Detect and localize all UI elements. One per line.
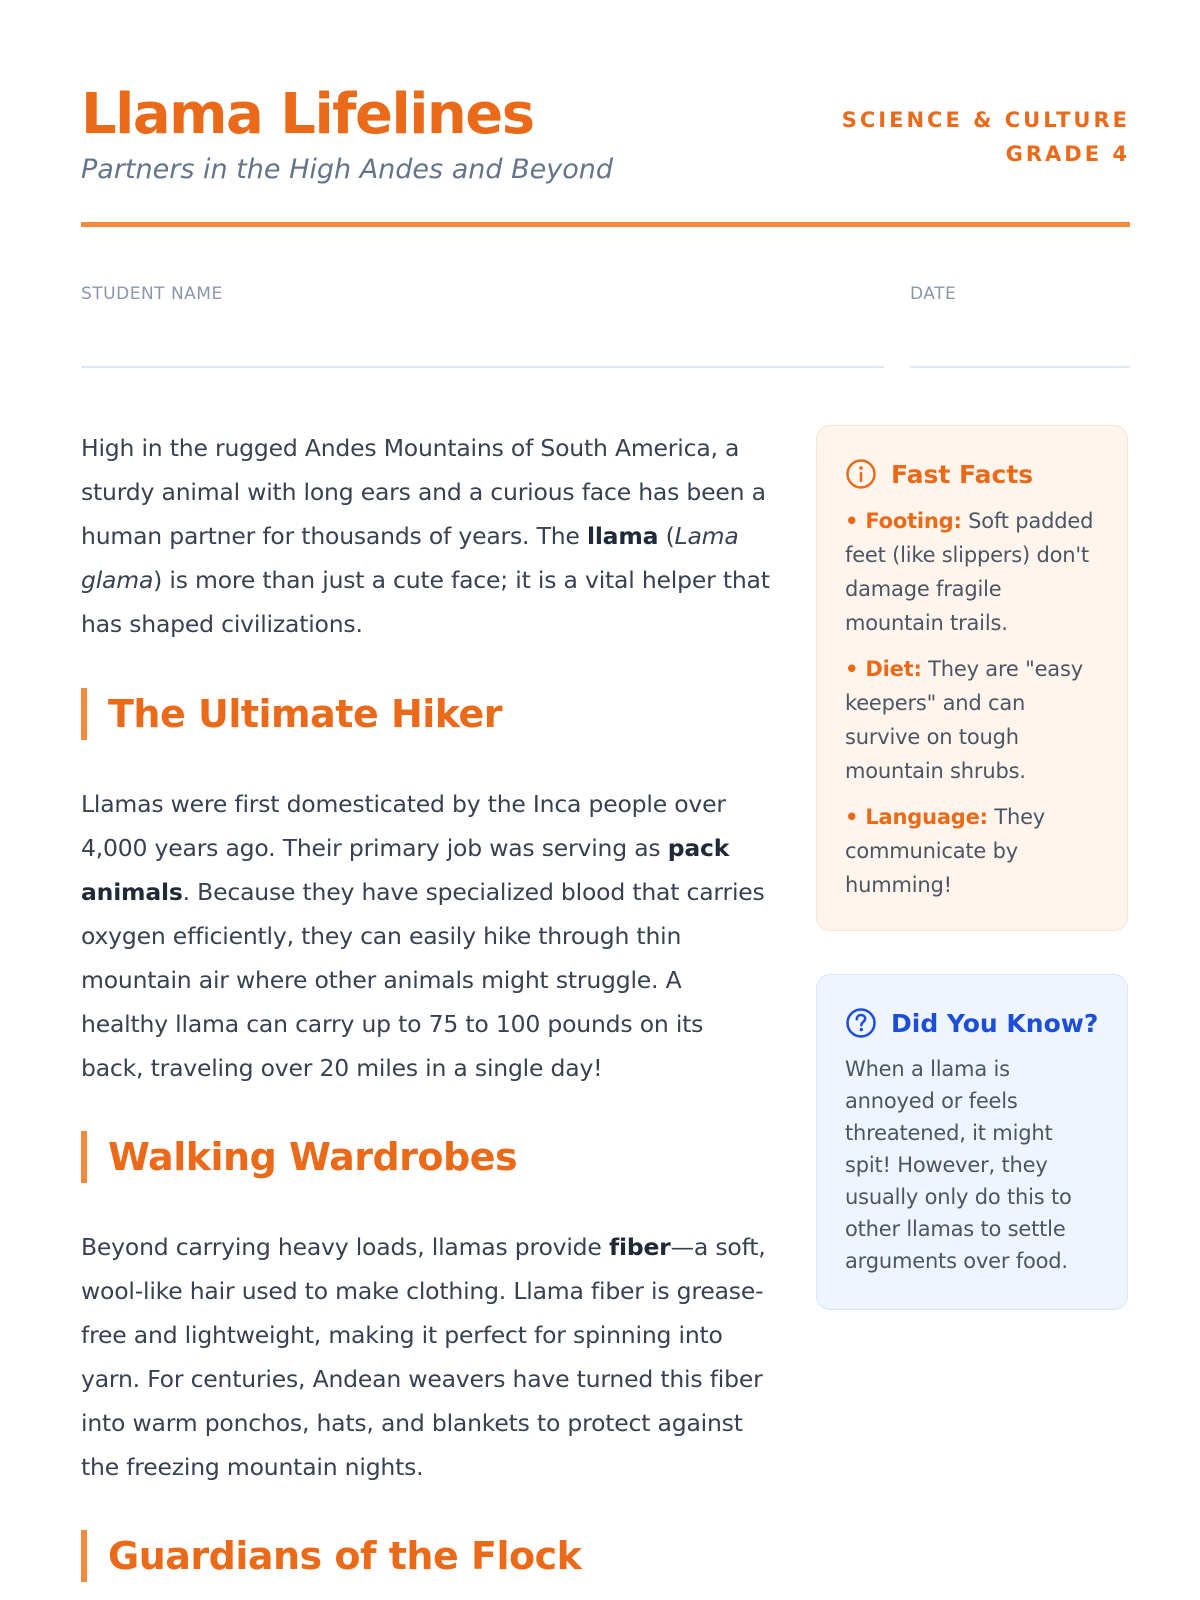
section-bold-term: fiber [608,1233,671,1261]
did-you-know-header [845,1005,1099,1041]
section-text: Beyond carrying heavy loads, llamas provide [81,1233,609,1261]
date-field[interactable] [910,366,1130,368]
intro-text: High in the rugged Andes Mountains of South America, a sturdy animal with long ears and a curious face has been a human partner for thousands of years. The [81,434,766,550]
grade-label: GRADE 4 [1005,142,1130,166]
intro-text: ) is more than just a cute face; it is a vital helper that has shaped civilizations. [81,566,770,638]
fact-key: • Language: [845,805,988,829]
did-you-know-box [816,974,1128,1310]
intro-bold-term: llama [586,522,659,550]
fact-text: They communicate by humming! [845,805,1046,897]
section-bold-term: pack animals [81,834,730,906]
worksheet-meta [842,103,1130,171]
fact-key: • Diet: [845,657,922,681]
article-body [81,426,771,1582]
fact-item [845,800,1099,902]
header-divider [81,222,1130,227]
intro-paragraph [81,426,771,646]
fast-facts-title: Fast Facts [891,459,1034,489]
question-circle-icon [845,1007,877,1039]
info-circle-icon [845,458,877,490]
fast-facts-header [845,456,1099,492]
fact-item [845,652,1099,788]
intro-text: ( [658,522,675,550]
section-heading: The Ultimate Hiker [81,688,771,740]
fast-facts-box [816,425,1128,931]
section-text: Llamas were first domesticated by the Inca people over 4,000 years ago. Their primary job was serving as [81,790,726,862]
scientific-name: Lama glama [81,522,739,594]
did-you-know-title: Did You Know? [891,1008,1099,1038]
fact-item [845,504,1099,640]
page-subtitle: Partners in the High Andes and Beyond [81,154,613,185]
fact-text: Soft padded feet (like slippers) don't damage fragile mountain trails. [845,509,1094,635]
page-title: Llama Lifelines [81,82,534,147]
student-name-label: STUDENT NAME [81,284,223,304]
section-text: . Because they have specialized blood that carries oxygen efficiently, they can easily hike through thin mountain air where other animals might struggle. A healthy llama can carry up to 75 to 100 pounds on its back, traveling over 20 miles in a single day! [81,878,765,1082]
section-paragraph [81,1225,771,1489]
fact-text: They are "easy keepers" and can survive on tough mountain shrubs. [845,657,1083,783]
did-you-know-text: When a llama is annoyed or feels threatened, it might spit! However, they usually only do this to other llamas to settle arguments over food. [845,1057,1072,1273]
section-heading: Walking Wardrobes [81,1131,771,1183]
subject-label: SCIENCE & CULTURE [841,108,1130,132]
date-label: DATE [910,284,957,304]
student-name-field[interactable] [81,366,884,368]
worksheet-page [81,0,1130,1600]
section-heading: Guardians of the Flock [81,1530,771,1582]
section-paragraph [81,782,771,1090]
section-text: —a soft, wool-like hair used to make clothing. Llama fiber is grease-free and lightweight, making it perfect for spinning into yarn. For centuries, Andean weavers have turned this fiber into warm ponchos, hats, and blankets to protect against the freezing mountain nights. [81,1233,766,1481]
fact-key: • Footing: [845,509,962,533]
